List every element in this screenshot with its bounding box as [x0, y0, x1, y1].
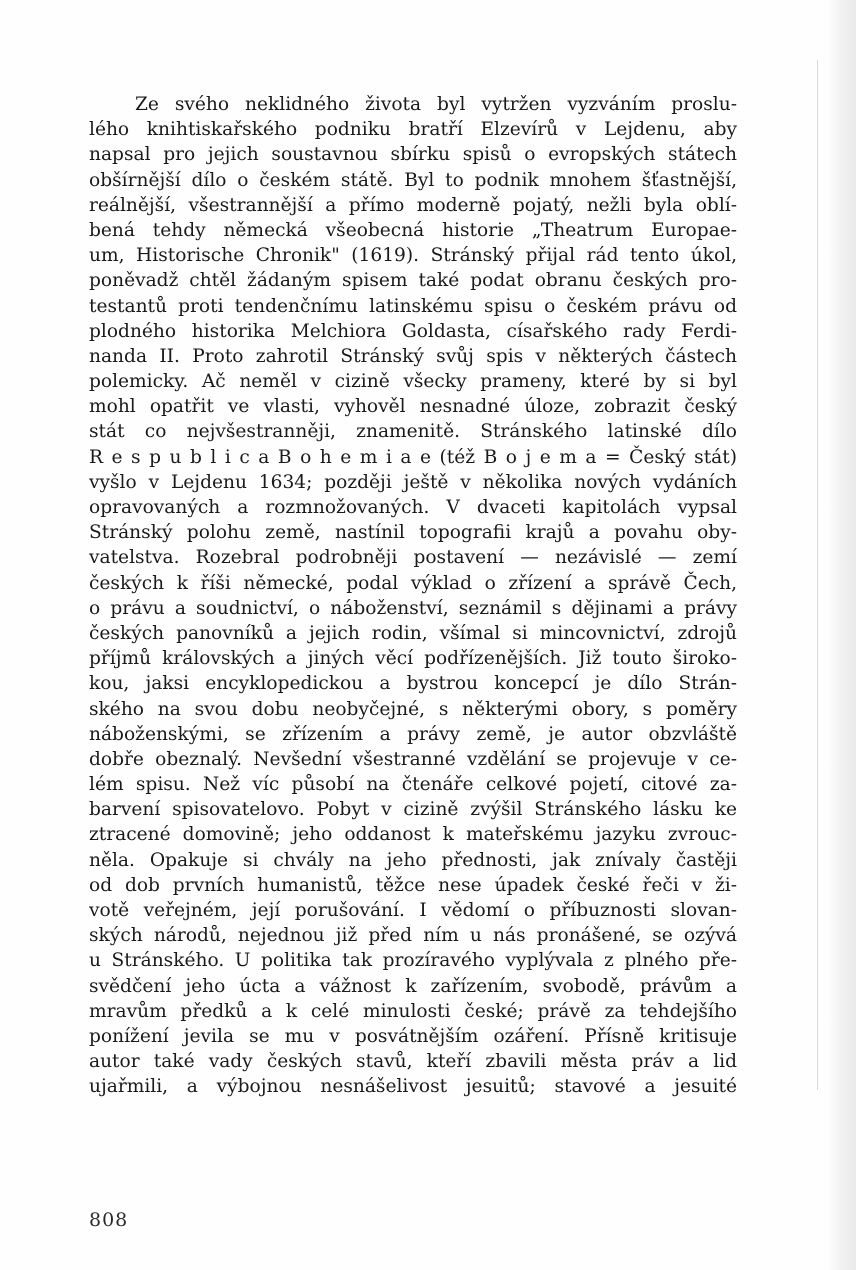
text-line: příjmů královských a jiných věcí podřízenějších. Již touto široko- — [89, 648, 737, 670]
text-line: opravovaných a rozmnožovaných. V dvaceti kapitolách vypsal — [89, 497, 737, 518]
text-line: testantů proti tendenčnímu latinskému spisu o českém právu od — [89, 295, 737, 317]
text-line: votě veřejném, její porušování. I vědomí o příbuznosti slovan- — [89, 900, 737, 921]
page-edge-line — [817, 60, 818, 1090]
text-line: ského na svou dobu neobyčejné, s některými obory, s poměry — [89, 698, 737, 720]
page-edge-shadow — [826, 0, 856, 1270]
text-line: kou, jaksi encyklopedickou a bystrou koncepcí je dílo Strán- — [89, 673, 737, 695]
text-line: lém spisu. Než víc působí na čtenáře celkové pojetí, citové za- — [89, 774, 737, 796]
text-line: svědčení jeho úcta a vážnost k zařízením, svobodě, právům a — [89, 975, 737, 997]
text-line: obšírnější dílo o českém státě. Byl to podnik mnohem šťastnější, — [89, 169, 737, 191]
text-line: poněvadž chtěl žádaným spisem také podat obranu českých pro- — [89, 270, 737, 292]
text-line: náboženskými, se zřízením a právy země, je autor obzvláště — [89, 723, 737, 745]
text-line: od dob prvních humanistů, těžce nese úpadek české řeči v ži- — [89, 874, 737, 896]
text-line: stát co nejvšestranněji, znamenitě. Stránského latinské dílo — [89, 421, 737, 443]
text-line: mravům předků a k celé minulosti české; právě za tehdejšího — [89, 1000, 737, 1022]
body-text — [89, 92, 737, 1100]
text-line: vatelstva. Rozebral podrobněji postavení — nezávislé — zemí — [89, 547, 737, 569]
text-line: českých panovníků a jejich rodin, všímal si mincovnictví, zdrojů — [89, 622, 737, 644]
text-line: ztracené domovině; jeho oddanost k mateřskému jazyku zvrouc- — [89, 824, 737, 846]
text-line: reálnější, všestrannější a přímo moderně pojatý, nežli byla oblí- — [89, 194, 737, 216]
text-line: ských národů, nejednou již před ním u nás pronášené, se ozývá — [89, 925, 737, 947]
text-line: um, Historische Chronik" (1619). Stránský přijal rád tento úkol, — [89, 245, 737, 267]
text-line: lého knihtiskařského podniku bratří Elzevírů v Lejdenu, aby — [89, 119, 737, 141]
text-line: vyšlo v Lejdenu 1634; později ještě v několika nových vydáních — [89, 471, 737, 493]
text-line: plodného historika Melchiora Goldasta, císařského rady Ferdi- — [89, 320, 737, 342]
text-line: polemicky. Ač neměl v cizině všecky prameny, které by si byl — [89, 371, 737, 393]
text-line: Stránský polohu země, nastínil topografii krajů a povahu oby- — [89, 522, 737, 544]
text-line: něla. Opakuje si chvály na jeho přednosti, jak znívaly častěji — [89, 849, 737, 871]
text-line: autor také vady českých stavů, kteří zbavili města práv a lid — [89, 1051, 737, 1073]
text-line: o právu a soudnictví, o náboženství, seznámil s dějinami a právy — [89, 597, 737, 619]
page-number: 808 — [89, 1209, 129, 1231]
text-line: nanda II. Proto zahrotil Stránský svůj spis v některých částech — [89, 345, 737, 367]
text-line: ujařmili, a výbojnou nesnášelivost jesuitů; stavové a jesuité — [89, 1076, 737, 1098]
text-line: dobře obeznalý. Nevšední všestranné vzdělání se projevuje v ce- — [89, 748, 737, 770]
text-line: mohl opatřit ve vlasti, vyhověl nesnadné úloze, zobrazit český — [89, 396, 737, 418]
text-line: ponížení jevila se mu v posvátnějším ozáření. Přísně kritisuje — [89, 1025, 737, 1047]
text-line: R e s p u b l i c a B o h e m i a e (též B o j e m a = Český stát) — [89, 446, 737, 468]
text-line: u Stránského. U politika tak prozíravého vyplývala z plného pře- — [89, 950, 737, 972]
text-line: barvení spisovatelovo. Pobyt v cizině zvýšil Stránského lásku ke — [89, 799, 737, 821]
text-line: Ze svého neklidného života byl vytržen vyzváním proslu- — [135, 94, 737, 115]
text-line: bená tehdy německá všeobecná historie „Theatrum Europae- — [89, 219, 737, 241]
text-line: českých k říši německé, podal výklad o zřízení a správě Čech, — [89, 572, 737, 594]
text-line: napsal pro jejich soustavnou sbírku spisů o evropských státech — [89, 144, 737, 166]
